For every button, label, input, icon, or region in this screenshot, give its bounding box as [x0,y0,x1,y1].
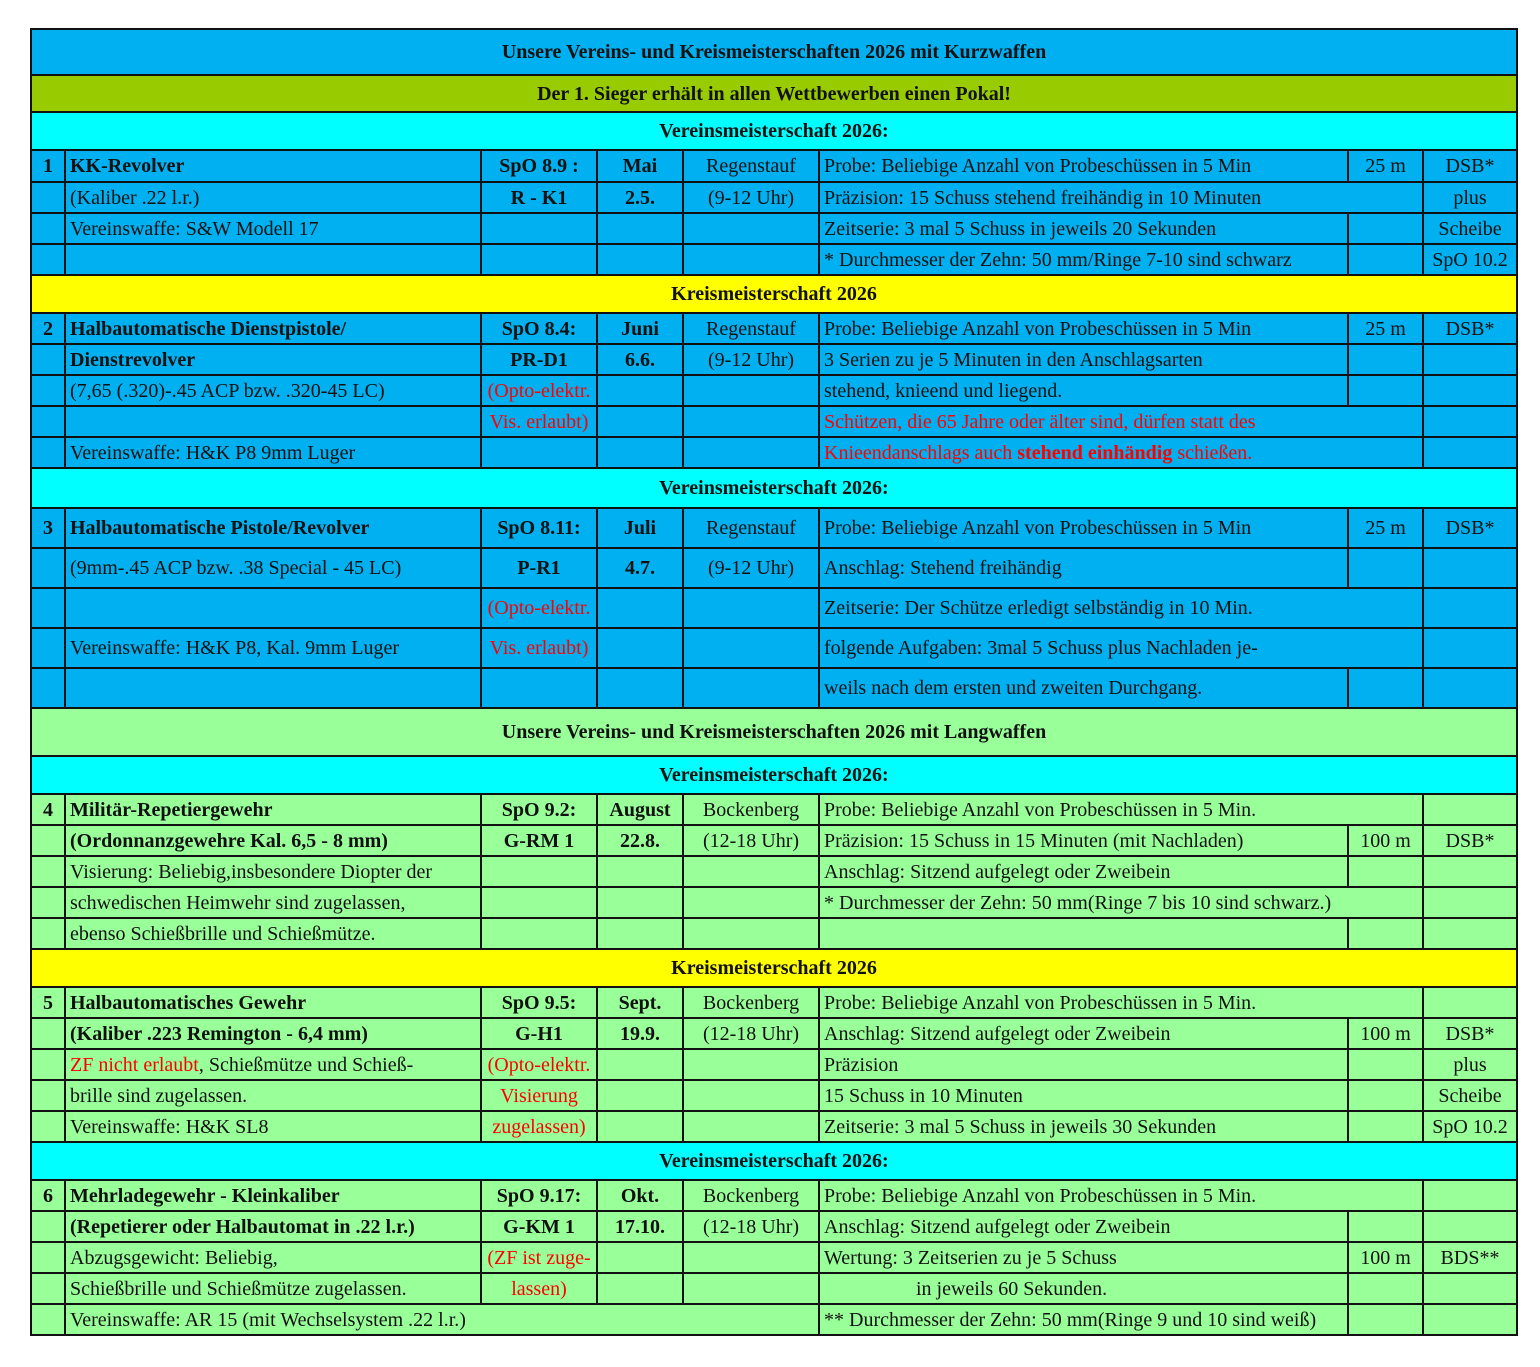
description: Wertung: 3 Zeitserien zu je 5 Schuss [819,1242,1348,1273]
competition-title: Mehrladegewehr - Kleinkaliber [65,1180,481,1211]
description: Schützen, die 65 Jahre oder älter sind, dürfen statt des [819,406,1423,437]
kurzwaffen-title-row [31,29,1517,75]
date: 4.7. [597,548,683,588]
table-row [31,406,1517,437]
section-heading-row [31,112,1517,150]
description: Präzision [819,1049,1348,1080]
rule-note-part: , Schießmütze und Schieß- [198,1053,414,1076]
distance: 100 m [1348,1018,1423,1049]
location: Regenstauf [683,508,819,548]
target-info: DSB* [1423,508,1517,548]
rule-note: ebenso Schießbrille und Schießmütze. [65,918,481,949]
table-row [31,1018,1517,1049]
target-info: DSB* [1423,1018,1517,1049]
optics-note: (Opto-elektr. [481,375,597,406]
discipline-code: PR-D1 [481,344,597,375]
section-heading: Vereinsmeisterschaft 2026: [31,112,1517,150]
distance: 25 m [1348,150,1423,182]
table-row [31,437,1517,468]
target-info: DSB* [1423,825,1517,856]
competition-title: Halbautomatische Pistole/Revolver [65,508,481,548]
spo-rule: SpO 9.2: [481,794,597,825]
description: 3 Serien zu je 5 Minuten in den Anschlagsarten [819,344,1348,375]
table-row [31,887,1517,918]
competition-title: Halbautomatische Dienstpistole/ [65,313,481,344]
table-row [31,1304,1517,1335]
time: (12-18 Uhr) [683,1211,819,1242]
section-heading-row [31,756,1517,794]
description: 15 Schuss in 10 Minuten [819,1080,1348,1111]
club-weapon: Vereinswaffe: H&K SL8 [65,1111,481,1142]
trophy-notice-row [31,75,1517,112]
trophy-notice: Der 1. Sieger erhält in allen Wettbewerben einen Pokal! [31,75,1517,112]
table-row [31,628,1517,668]
table-row [31,668,1517,708]
table-row [31,1111,1517,1142]
distance: 100 m [1348,825,1423,856]
spo-rule: SpO 9.5: [481,987,597,1018]
description-emphasis: stehend einhändig [1017,441,1173,464]
table-row [31,1242,1517,1273]
spo-rule: SpO 9.17: [481,1180,597,1211]
target-info: SpO 10.2 [1423,244,1517,275]
section-heading: Kreismeisterschaft 2026 [31,275,1517,313]
target-info: DSB* [1423,313,1517,344]
rule-note: schwedischen Heimwehr sind zugelassen, [65,887,481,918]
description: Anschlag: Sitzend aufgelegt oder Zweibein [819,1018,1348,1049]
description: Zeitserie: Der Schütze erledigt selbständig in 10 Min. [819,588,1423,628]
description: Zeitserie: 3 mal 5 Schuss in jeweils 30 Sekunden [819,1111,1348,1142]
table-row [31,548,1517,588]
kurzwaffen-title: Unsere Vereins- und Kreismeisterschaften 2026 mit Kurzwaffen [31,29,1517,75]
table-row [31,1211,1517,1242]
table-row [31,918,1517,949]
month: Sept. [597,987,683,1018]
description: Anschlag: Sitzend aufgelegt oder Zweibein [819,856,1348,887]
table-row [31,588,1517,628]
description: * Durchmesser der Zehn: 50 mm(Ringe 7 bis 10 sind schwarz.) [819,887,1423,918]
spo-rule: SpO 8.11: [481,508,597,548]
caliber: (Ordonnanzgewehre Kal. 6,5 - 8 mm) [65,825,481,856]
description: Probe: Beliebige Anzahl von Probeschüssen in 5 Min. [819,1180,1423,1211]
club-weapon: Vereinswaffe: H&K P8, Kal. 9mm Luger [65,628,481,668]
optics-note: lassen) [481,1273,597,1304]
table-row [31,344,1517,375]
month: August [597,794,683,825]
time: (9-12 Uhr) [683,548,819,588]
competition-title: Halbautomatisches Gewehr [65,987,481,1018]
caliber: (Kaliber .223 Remington - 6,4 mm) [65,1018,481,1049]
discipline-code: R - K1 [481,182,597,213]
description: Präzision: 15 Schuss stehend freihändig in 10 Minuten [819,182,1423,213]
langwaffen-title-row [31,708,1517,756]
description: Probe: Beliebige Anzahl von Probeschüssen in 5 Min [819,313,1348,344]
competition-number: 5 [31,987,65,1018]
competition-number: 4 [31,794,65,825]
table-row [31,1080,1517,1111]
location: Regenstauf [683,150,819,182]
table-row [31,987,1517,1018]
time: (12-18 Uhr) [683,1018,819,1049]
target-info: plus [1423,1049,1517,1080]
date: 22.8. [597,825,683,856]
description: ** Durchmesser der Zehn: 50 mm(Ringe 9 und 10 sind weiß) [819,1304,1348,1335]
month: Okt. [597,1180,683,1211]
competition-schedule-table [30,28,1518,1336]
competition-number: 3 [31,508,65,548]
optics-note: (Opto-elektr. [481,588,597,628]
rule-note: Schießbrille und Schießmütze zugelassen. [65,1273,481,1304]
target-info: Scheibe [1423,213,1517,244]
month: Juli [597,508,683,548]
rule-note: Visierung: Beliebig,insbesondere Diopter der [65,856,481,887]
competition-title: Dienstrevolver [65,344,481,375]
table-row [31,182,1517,213]
optics-note: Vis. erlaubt) [481,628,597,668]
table-row [31,313,1517,344]
langwaffen-title: Unsere Vereins- und Kreismeisterschaften 2026 mit Langwaffen [31,708,1517,756]
description [819,437,1423,468]
date: 2.5. [597,182,683,213]
table-row [31,244,1517,275]
month: Mai [597,150,683,182]
competition-number: 2 [31,313,65,344]
competition-number: 1 [31,150,65,182]
section-heading-row [31,949,1517,987]
month: Juni [597,313,683,344]
location: Regenstauf [683,313,819,344]
discipline-code: G-RM 1 [481,825,597,856]
rule-note [65,1049,481,1080]
optics-note: Vis. erlaubt) [481,406,597,437]
section-heading-row [31,275,1517,313]
target-info: Scheibe [1423,1080,1517,1111]
discipline-code: P-R1 [481,548,597,588]
description: Probe: Beliebige Anzahl von Probeschüssen in 5 Min. [819,987,1423,1018]
description: Präzision: 15 Schuss in 15 Minuten (mit Nachladen) [819,825,1348,856]
distance: 100 m [1348,1242,1423,1273]
description: * Durchmesser der Zehn: 50 mm/Ringe 7-10 sind schwarz [819,244,1348,275]
description: Probe: Beliebige Anzahl von Probeschüssen in 5 Min [819,150,1348,182]
caliber: (9mm-.45 ACP bzw. .38 Special - 45 LC) [65,548,481,588]
time: (9-12 Uhr) [683,344,819,375]
target-info: BDS** [1423,1242,1517,1273]
section-heading: Kreismeisterschaft 2026 [31,949,1517,987]
competition-number: 6 [31,1180,65,1211]
rule-note-warning: ZF nicht erlaubt [70,1053,199,1076]
description: Anschlag: Stehend freihändig [819,548,1348,588]
date: 19.9. [597,1018,683,1049]
table-row [31,825,1517,856]
section-heading-row [31,468,1517,508]
distance: 25 m [1348,508,1423,548]
caliber: (7,65 (.320)-.45 ACP bzw. .320-45 LC) [65,375,481,406]
table-row [31,856,1517,887]
distance: 25 m [1348,313,1423,344]
target-info: SpO 10.2 [1423,1111,1517,1142]
optics-note: (Opto-elektr. [481,1049,597,1080]
description: folgende Aufgaben: 3mal 5 Schuss plus Nachladen je- [819,628,1423,668]
description-part: schießen. [1172,441,1253,464]
discipline-code: G-KM 1 [481,1211,597,1242]
optics-note: Visierung [481,1080,597,1111]
target-info: DSB* [1423,150,1517,182]
optics-note: (ZF ist zuge- [481,1242,597,1273]
caliber: (Kaliber .22 l.r.) [65,182,481,213]
table-row [31,375,1517,406]
description: Anschlag: Sitzend aufgelegt oder Zweibein [819,1211,1348,1242]
location: Bockenberg [683,987,819,1018]
discipline-code: G-H1 [481,1018,597,1049]
location: Bockenberg [683,1180,819,1211]
description: in jeweils 60 Sekunden. [819,1273,1348,1304]
time: (12-18 Uhr) [683,825,819,856]
section-heading-row [31,1142,1517,1180]
description: stehend, knieend und liegend. [819,375,1348,406]
caliber: (Repetierer oder Halbautomat in .22 l.r.) [65,1211,481,1242]
table-row [31,794,1517,825]
spo-rule: SpO 8.4: [481,313,597,344]
rule-note: Abzugsgewicht: Beliebig, [65,1242,481,1273]
section-heading: Vereinsmeisterschaft 2026: [31,756,1517,794]
club-weapon: Vereinswaffe: S&W Modell 17 [65,213,481,244]
table-row [31,1273,1517,1304]
table-row [31,508,1517,548]
description: weils nach dem ersten und zweiten Durchgang. [819,668,1348,708]
description: Zeitserie: 3 mal 5 Schuss in jeweils 20 Sekunden [819,213,1348,244]
competition-title: KK-Revolver [65,150,481,182]
table-row [31,213,1517,244]
time: (9-12 Uhr) [683,182,819,213]
section-heading: Vereinsmeisterschaft 2026: [31,1142,1517,1180]
description: Probe: Beliebige Anzahl von Probeschüssen in 5 Min. [819,794,1423,825]
table-row [31,1049,1517,1080]
description-part: Knieendanschlags auch [824,441,1018,464]
table-row [31,150,1517,182]
description: Probe: Beliebige Anzahl von Probeschüssen in 5 Min [819,508,1348,548]
section-heading: Vereinsmeisterschaft 2026: [31,468,1517,508]
location: Bockenberg [683,794,819,825]
rule-note: brille sind zugelassen. [65,1080,481,1111]
club-weapon: Vereinswaffe: AR 15 (mit Wechselsystem .22 l.r.) [65,1304,819,1335]
date: 6.6. [597,344,683,375]
date: 17.10. [597,1211,683,1242]
optics-note: zugelassen) [481,1111,597,1142]
spo-rule: SpO 8.9 : [481,150,597,182]
club-weapon: Vereinswaffe: H&K P8 9mm Luger [65,437,481,468]
competition-title: Militär-Repetiergewehr [65,794,481,825]
table-row [31,1180,1517,1211]
target-info: plus [1423,182,1517,213]
